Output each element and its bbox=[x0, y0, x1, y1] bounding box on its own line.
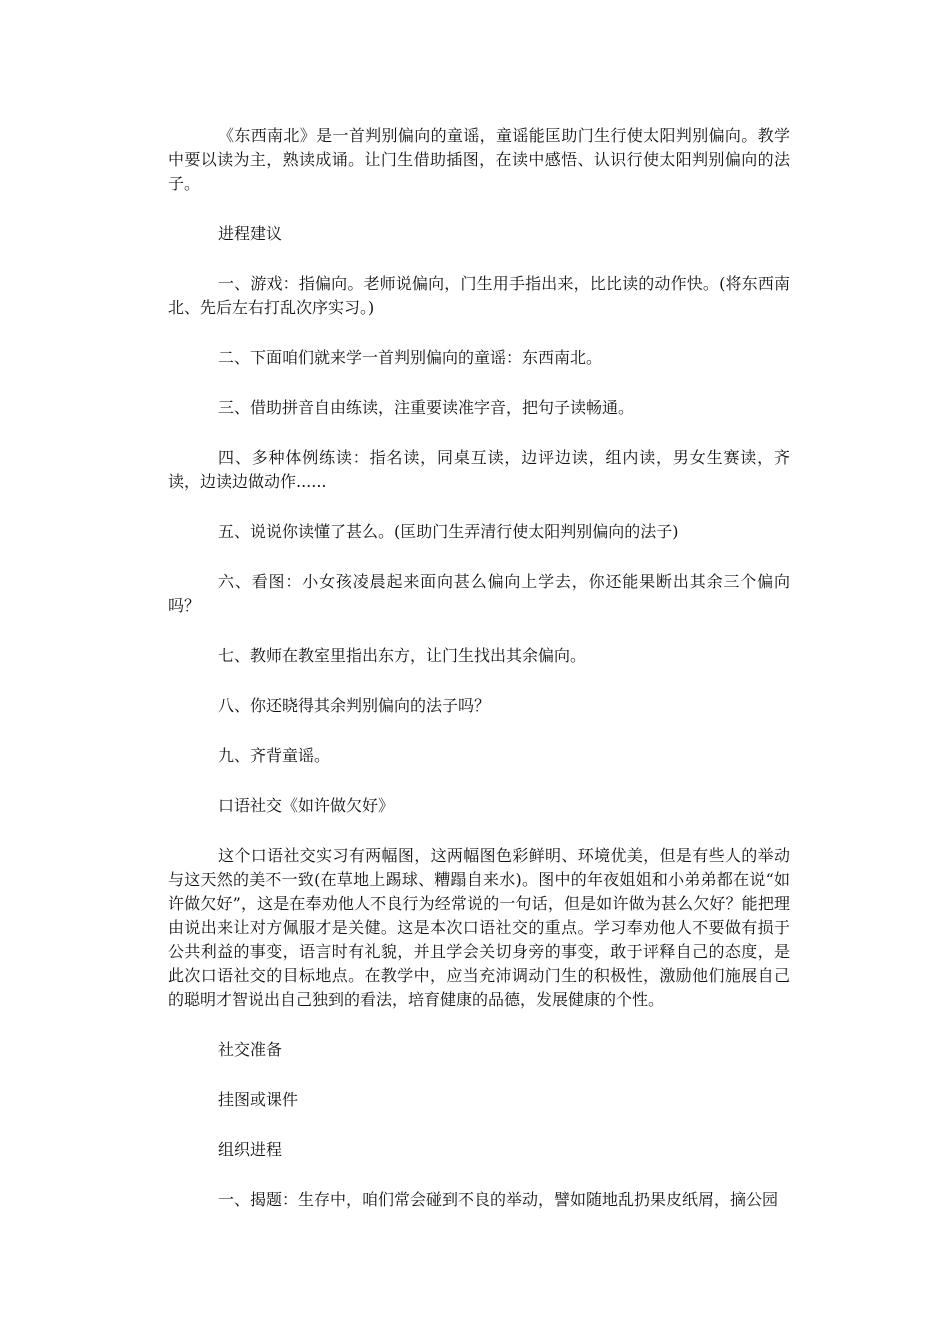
step-7-paragraph: 七、教师在教室里指出东方，让门生找出其余偏向。 bbox=[218, 646, 587, 665]
step-6-paragraph: 六、看图：小女孩凌晨起来面向甚么偏向上学去，你还能果断出其余三个偏向吗？ bbox=[168, 572, 790, 615]
step-5-paragraph: 五、说说你读懂了甚么。(匡助门生弄清行使太阳判别偏向的法子) bbox=[218, 522, 679, 541]
step-9-paragraph: 九、齐背童谣。 bbox=[218, 746, 331, 765]
section-heading-oral: 口语社交《如许做欠好》 bbox=[218, 796, 395, 815]
materials-paragraph: 挂图或课件 bbox=[218, 1090, 299, 1109]
step-4-paragraph: 四、多种体例练读：指名读，同桌互读，边评边读，组内读，男女生赛读，齐读，边读边做动作...... bbox=[168, 448, 790, 491]
document-page bbox=[168, 124, 790, 1212]
section-heading-organization: 组织进程 bbox=[218, 1140, 283, 1159]
step-1-paragraph: 一、游戏：指偏向。老师说偏向，门生用手指出来，比比读的动作快。(将东西南北、先后左右打乱次序实习。) bbox=[168, 274, 790, 317]
intro-paragraph: 《东西南北》是一首判别偏向的童谣，童谣能匡助门生行使太阳判别偏向。教学中要以读为主，熟读成诵。让门生借助插图，在读中感悟、认识行使太阳判别偏向的法子。 bbox=[168, 126, 790, 193]
section-heading-process: 进程建议 bbox=[218, 224, 283, 243]
step-2-paragraph: 二、下面咱们就来学一首判别偏向的童谣：东西南北。 bbox=[218, 348, 603, 367]
org-step-1-paragraph: 一、揭题：生存中，咱们常会碰到不良的举动，譬如随地乱扔果皮纸屑，摘公园 bbox=[218, 1190, 779, 1209]
section-heading-preparation: 社交准备 bbox=[218, 1040, 283, 1059]
step-8-paragraph: 八、你还晓得其余判别偏向的法子吗？ bbox=[218, 696, 491, 715]
oral-intro-paragraph: 这个口语社交实习有两幅图，这两幅图色彩鲜明、环境优美，但是有些人的举动与这天然的美不一致(在草地上踢球、糟蹋自来水)。图中的年夜姐姐和小弟弟都在说“如许做欠好”，这是在奉劝他人不良行为经常说的一句话，但是如许做为甚么欠好？能把理由说出来让对方佩服才是关健。这是本次口语社交的重点。学习奉劝他人不要做有损于公共利益的事变，语言时有礼貌，并且学会关切身旁的事变，敢于评释自己的态度，是此次口语社交的目标地点。在教学中，应当充沛调动门生的积极性，激励他们施展自己的聪明才智说出自己独到的看法，培育健康的品德，发展健康的个性。 bbox=[168, 846, 790, 1009]
step-3-paragraph: 三、借助拼音自由练读，注重要读准字音，把句子读畅通。 bbox=[218, 398, 635, 417]
